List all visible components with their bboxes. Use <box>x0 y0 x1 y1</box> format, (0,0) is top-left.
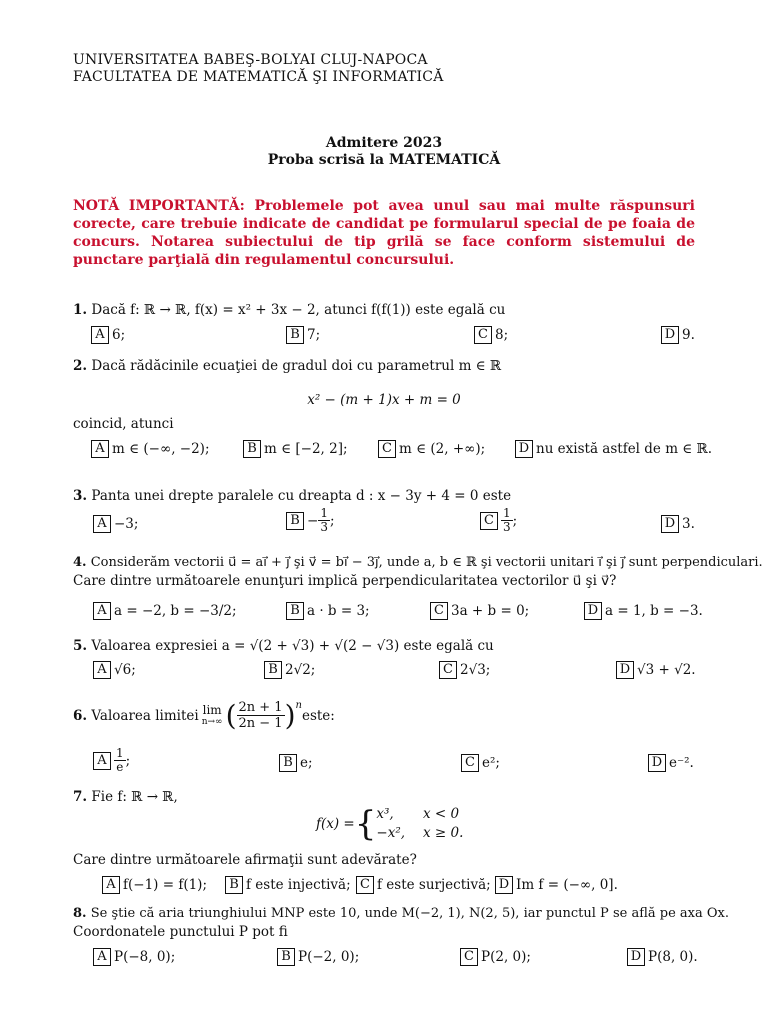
option-text: f este injectivă; <box>246 877 351 893</box>
question-number: 3. <box>73 488 88 504</box>
limit-exponent: n <box>295 700 302 711</box>
option-letter-box[interactable]: B <box>243 440 261 458</box>
option-letter-box[interactable]: C <box>460 948 478 966</box>
q1-option-a[interactable] <box>91 326 125 344</box>
option-suffix: ; <box>329 512 335 529</box>
option-text: 9. <box>682 327 695 343</box>
q6-option-d[interactable] <box>648 754 694 772</box>
q5-option-c[interactable] <box>439 661 490 679</box>
option-text: √6; <box>114 662 136 678</box>
option-letter-box[interactable]: A <box>91 326 109 344</box>
question-6 <box>73 700 335 731</box>
case-2-value: −x², <box>376 825 406 841</box>
option-text: −3; <box>114 516 139 532</box>
option-letter-box[interactable]: D <box>648 754 666 772</box>
option-text: m ∈ [−2, 2]; <box>264 441 348 457</box>
exam-subtitle: Proba scrisă la MATEMATICĂ <box>267 152 501 168</box>
option-text: f este surjectivă; <box>377 877 491 893</box>
fraction <box>501 507 513 534</box>
question-text-end: este: <box>301 707 335 724</box>
q6-option-a[interactable] <box>93 747 130 774</box>
option-letter-box[interactable]: D <box>495 876 513 894</box>
fraction-denominator: e <box>116 760 124 774</box>
fraction-numerator: 2n + 1 <box>238 700 283 715</box>
question-number: 1. <box>73 302 88 318</box>
fraction-denominator: 3 <box>503 520 511 534</box>
case-1-condition: x < 0 <box>423 806 460 822</box>
question-7 <box>73 789 178 805</box>
option-letter-box[interactable]: B <box>264 661 282 679</box>
option-letter-box[interactable]: B <box>277 948 295 966</box>
option-letter-box[interactable]: B <box>286 602 304 620</box>
option-text: 3. <box>682 516 695 532</box>
q2-after-text: coincid, atunci <box>73 416 174 432</box>
option-letter-box[interactable]: D <box>627 948 645 966</box>
q3-option-a[interactable] <box>93 515 138 533</box>
q8-option-b[interactable] <box>277 948 359 966</box>
option-letter-box[interactable]: D <box>661 326 679 344</box>
option-letter-box[interactable]: D <box>584 602 602 620</box>
question-text: Valoarea expresiei a = <box>91 638 250 654</box>
q2-option-b[interactable] <box>243 440 348 458</box>
option-letter-box[interactable]: C <box>461 754 479 772</box>
option-letter-box[interactable]: D <box>515 440 533 458</box>
case-2-condition: x ≥ 0. <box>423 825 464 841</box>
left-brace: { <box>354 803 377 844</box>
fraction-numerator: 1 <box>503 506 511 520</box>
option-suffix: ; <box>125 752 131 769</box>
q3-option-b[interactable] <box>286 507 335 534</box>
option-text: a = 1, b = −3. <box>605 603 703 619</box>
piecewise-function <box>316 803 464 844</box>
option-letter-box[interactable]: C <box>474 326 492 344</box>
q1-option-c[interactable] <box>474 326 508 344</box>
option-letter-box[interactable]: D <box>616 661 634 679</box>
option-text: m ∈ (2, +∞); <box>399 441 486 457</box>
option-letter-box[interactable]: D <box>661 515 679 533</box>
question-text: Se ştie că aria triunghiului MNP este 10, unde M(−2, 1), N(2, 5), iar punctul P se află pe axa Ox. <box>90 906 729 921</box>
q2-option-d[interactable] <box>515 440 712 458</box>
limit-operator <box>202 704 223 728</box>
q3-option-c[interactable] <box>480 507 517 534</box>
option-letter-box[interactable]: A <box>93 602 111 620</box>
option-text: Im f = (−∞, 0]. <box>516 877 618 893</box>
option-text: e⁻². <box>669 755 694 771</box>
q3-option-d[interactable] <box>661 515 695 533</box>
q5-option-a[interactable] <box>93 661 136 679</box>
option-text: nu există astfel de m ∈ ℝ. <box>536 441 713 457</box>
q8-text2: Coordonatele punctului P pot fi <box>73 924 288 940</box>
q7-option-b[interactable] <box>225 876 351 894</box>
option-letter-box[interactable]: C <box>439 661 457 679</box>
important-note: NOTĂ IMPORTANTĂ: Problemele pot avea unul sau mai multe răspunsuri corecte, care trebuie indicate de candidat pe formularul special de pe foaia de concurs. Notarea subiectului de tip grilă se face conform sistemului de punctare parţială din regulamentul concursului. <box>73 198 695 268</box>
option-text: P(−2, 0); <box>298 949 360 965</box>
question-number: 7. <box>73 789 88 805</box>
q8-option-c[interactable] <box>460 948 531 966</box>
q6-option-c[interactable] <box>461 754 500 772</box>
option-letter-box[interactable]: A <box>93 948 111 966</box>
cases-grid <box>376 806 463 841</box>
option-text: e²; <box>482 755 500 771</box>
question-number: 5. <box>73 638 88 654</box>
q4-option-b[interactable] <box>286 602 370 620</box>
option-letter-box[interactable]: A <box>102 876 120 894</box>
question-number: 2. <box>73 358 88 374</box>
option-text: P(8, 0). <box>648 949 698 965</box>
option-letter-box[interactable]: B <box>286 326 304 344</box>
question-4 <box>73 555 763 570</box>
question-text: Dacă f: ℝ → ℝ, f(x) = x² + 3x − 2, atunci f(f(1)) este egală cu <box>91 302 506 318</box>
option-letter-box[interactable]: B <box>279 754 297 772</box>
university-name: UNIVERSITATEA BABEŞ-BOLYAI CLUJ-NAPOCA <box>73 52 428 68</box>
question-5 <box>73 638 494 654</box>
option-letter-box[interactable]: A <box>91 440 109 458</box>
q5-option-d[interactable] <box>616 661 696 679</box>
question-8 <box>73 906 729 921</box>
case-1-value: x³, <box>376 806 394 822</box>
option-suffix: ; <box>512 512 518 529</box>
q6-option-b[interactable] <box>279 754 313 772</box>
fraction <box>318 507 330 534</box>
question-text: Dacă rădăcinile ecuaţiei de gradul doi cu parametrul m ∈ ℝ <box>91 358 502 374</box>
question-1 <box>73 302 505 318</box>
option-text: 2√3; <box>460 662 491 678</box>
option-letter-box[interactable]: C <box>356 876 374 894</box>
option-letter-box[interactable]: A <box>93 661 111 679</box>
q1-option-b[interactable] <box>286 326 320 344</box>
option-letter-box[interactable]: A <box>93 752 111 770</box>
limit-fraction <box>237 700 285 731</box>
option-text: √3 + √2. <box>637 662 696 678</box>
option-text: P(−8, 0); <box>114 949 176 965</box>
option-text: a = −2, b = −3/2; <box>114 603 237 619</box>
q1-option-d[interactable] <box>661 326 695 344</box>
question-2 <box>73 358 501 374</box>
q5-option-b[interactable] <box>264 661 315 679</box>
limit-subscript: n→∞ <box>201 716 223 727</box>
fraction-denominator: 3 <box>320 520 328 534</box>
faculty-name: FACULTATEA DE MATEMATICĂ ŞI INFORMATICĂ <box>73 69 444 85</box>
q8-option-d[interactable] <box>627 948 698 966</box>
option-text: m ∈ (−∞, −2); <box>112 441 210 457</box>
option-letter-box[interactable]: C <box>480 512 498 530</box>
q7-option-d[interactable] <box>495 876 618 894</box>
option-text: − <box>307 512 319 529</box>
limit-label: lim <box>202 702 222 717</box>
option-text: e; <box>300 755 313 771</box>
question-text: Fie f: ℝ → ℝ, <box>91 789 178 805</box>
option-letter-box[interactable]: B <box>225 876 243 894</box>
question-3 <box>73 488 511 504</box>
left-paren: ( <box>225 698 237 732</box>
fraction-numerator: 1 <box>320 506 328 520</box>
q2-option-a[interactable] <box>91 440 210 458</box>
option-text: a · b = 3; <box>307 603 370 619</box>
option-letter-box[interactable]: C <box>378 440 396 458</box>
option-letter-box[interactable]: A <box>93 515 111 533</box>
option-text: 2√2; <box>285 662 316 678</box>
q2-option-c[interactable] <box>378 440 485 458</box>
q4-option-c[interactable] <box>430 602 529 620</box>
fraction <box>114 747 126 774</box>
question-text-end: este egală cu <box>399 638 494 654</box>
right-paren: ) <box>284 698 296 732</box>
question-text: Panta unei drepte paralele cu dreapta d : x − 3y + 4 = 0 este <box>91 488 512 504</box>
question-number: 4. <box>73 555 87 570</box>
radical-expression: √(2 + √3) + √(2 − √3) <box>249 638 400 654</box>
option-text: 8; <box>495 327 509 343</box>
option-text: 3a + b = 0; <box>451 603 530 619</box>
exam-title: Admitere 2023 <box>325 135 443 151</box>
q4-option-a[interactable] <box>93 602 237 620</box>
option-letter-box[interactable]: B <box>286 512 304 530</box>
q7-option-a[interactable] <box>102 876 207 894</box>
fraction-numerator: 1 <box>116 746 124 760</box>
option-text: 7; <box>307 327 321 343</box>
q4-text2: Care dintre următoarele enunţuri implică perpendicularitatea vectorilor u⃗ şi v⃗? <box>73 573 617 589</box>
q4-option-d[interactable] <box>584 602 703 620</box>
function-lhs: f(x) = <box>316 815 355 832</box>
option-text: f(−1) = f(1); <box>123 877 207 893</box>
question-number: 8. <box>73 906 87 921</box>
question-text: Valoarea limitei <box>91 707 199 724</box>
question-number: 6. <box>73 707 88 724</box>
q8-option-a[interactable] <box>93 948 175 966</box>
question-text: Considerăm vectorii u⃗ = ai⃗ + j⃗ şi v⃗ = bi⃗ − 3j⃗, unde a, b ∈ ℝ şi vectorii unitari i⃗ şi j⃗ sunt perpendiculari. <box>90 555 763 570</box>
q7-option-c[interactable] <box>356 876 491 894</box>
q2-equation: x² − (m + 1)x + m = 0 <box>307 392 461 408</box>
option-text: 6; <box>112 327 126 343</box>
option-letter-box[interactable]: C <box>430 602 448 620</box>
option-text: P(2, 0); <box>481 949 531 965</box>
q7-after-text: Care dintre următoarele afirmaţii sunt adevărate? <box>73 852 417 868</box>
fraction-denominator: 2n − 1 <box>238 716 283 731</box>
